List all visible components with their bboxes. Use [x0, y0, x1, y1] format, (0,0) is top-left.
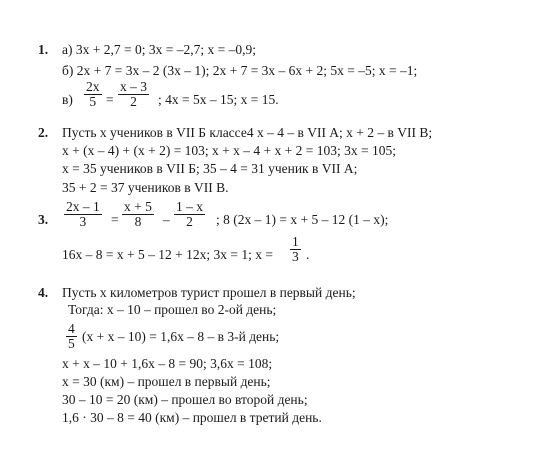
problem-1c-prefix: в)	[62, 92, 73, 107]
fraction-numerator: 1 – x	[176, 199, 203, 214]
fraction-denominator: 3	[292, 249, 299, 264]
problem-1-number: 1.	[38, 42, 49, 57]
fraction-denominator: 5	[68, 336, 75, 351]
problem-4-number: 4.	[38, 285, 49, 300]
problem-3-line-2: 16x – 8 = x + 5 – 12 + 12x; 3x = 1; x =	[62, 247, 273, 262]
problem-3-equals: =	[111, 212, 119, 227]
problem-1c-fraction-left	[84, 80, 102, 109]
problem-2-line: x = 35 учеников в VII Б; 35 – 4 = 31 ученик в VII А;	[62, 161, 358, 176]
fraction-numerator: 4	[68, 321, 75, 336]
problem-4-fraction	[66, 322, 77, 351]
problem-4-line: x + x – 10 + 1,6x – 8 = 90; 3,6x = 108;	[62, 356, 273, 371]
problem-4-line-2: Тогда: x – 10 – прошел во 2-ой день;	[68, 302, 277, 317]
problem-1b-text: б) 2x + 7 = 3x – 2 (3x – 1); 2x + 7 = 3x – 6x + 2; 5x = –5; x = –1;	[62, 63, 418, 78]
fraction-denominator: 2	[130, 94, 137, 109]
fraction-denominator: 5	[89, 94, 97, 109]
fraction-numerator: x + 5	[124, 199, 152, 214]
problem-4-line: 30 – 10 = 20 (км) – прошел во второй день;	[62, 392, 308, 407]
fraction-numerator: x – 3	[120, 79, 147, 94]
problem-3-fraction-3	[174, 200, 205, 229]
fraction-numerator: 1	[292, 234, 299, 249]
problem-3-fraction-2	[122, 200, 154, 229]
problem-3-rest: ; 8 (2x – 1) = x + 5 – 12 (1 – x);	[216, 212, 389, 227]
fraction-denominator: 8	[134, 214, 142, 229]
problem-4-line-1: Пусть x километров турист прошел в первый день;	[62, 285, 356, 300]
problem-3-minus: –	[163, 212, 170, 227]
problem-4-line: 1,6 · 30 – 8 = 40 (км) – прошел в третий день.	[62, 410, 322, 425]
problem-1a-text: а) 3x + 2,7 = 0; 3x = –2,7; x = –0,9;	[62, 42, 256, 57]
problem-1c-fraction-right	[118, 80, 149, 109]
problem-3-answer-dot: .	[306, 247, 310, 262]
problem-1c-equals: =	[106, 92, 114, 107]
problem-3-answer-fraction	[290, 235, 301, 264]
problem-4-line-3: (x + x – 10) = 1,6x – 8 – в 3-й день;	[82, 329, 280, 344]
fraction-denominator: 3	[79, 214, 87, 229]
problem-3-fraction-1	[64, 200, 102, 229]
problem-2-line: 35 + 2 = 37 учеников в VII В.	[62, 180, 229, 195]
fraction-numerator: 2x – 1	[66, 199, 100, 214]
problem-2-line: x + (x – 4) + (x + 2) = 103; x + x – 4 + x + 2 = 103; 3x = 105;	[62, 143, 397, 158]
problem-2-number: 2.	[38, 125, 49, 140]
problem-2-line: Пусть x учеников в VII Б классе4 x – 4 – в VII А; x + 2 – в VII В;	[62, 125, 433, 140]
problem-4-line: x = 30 (км) – прошел в первый день;	[62, 374, 271, 389]
problem-3-number: 3.	[38, 212, 49, 227]
fraction-numerator: 2x	[86, 79, 100, 94]
fraction-denominator: 2	[186, 214, 193, 229]
problem-1c-rest: ; 4x = 5x – 15; x = 15.	[158, 92, 279, 107]
